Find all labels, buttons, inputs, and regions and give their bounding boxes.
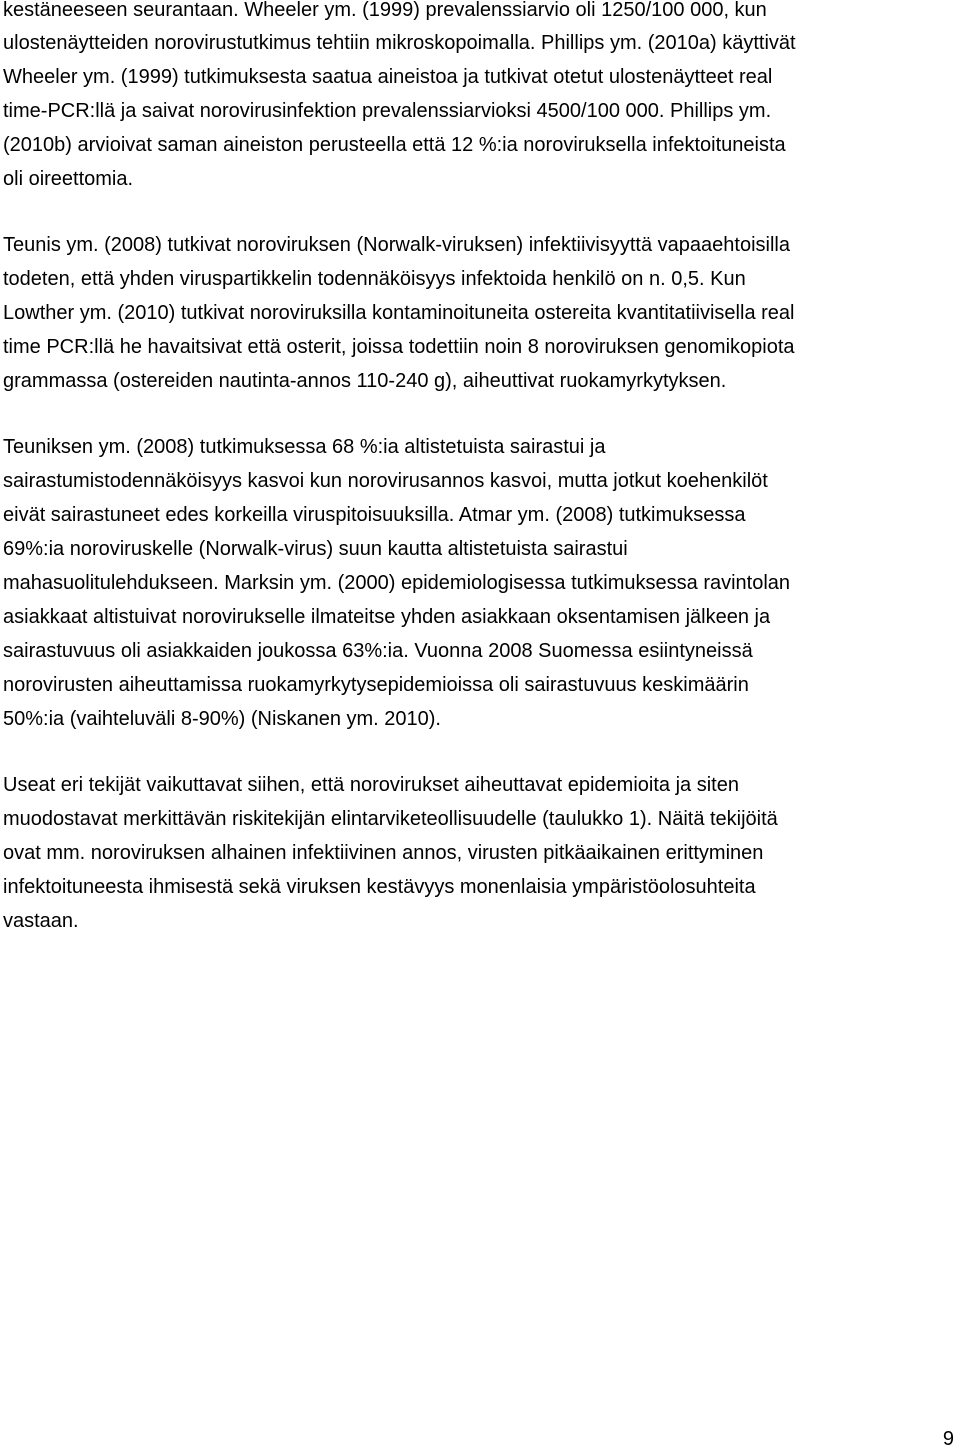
text-line: todeten, että yhden viruspartikkelin todennäköisyys infektoida henkilö on n. 0,5. Kun <box>3 268 746 290</box>
text-line: muodostavat merkittävän riskitekijän elintarviketeollisuudelle (taulukko 1). Näitä tekijöitä <box>3 808 778 830</box>
text-line: norovirusten aiheuttamissa ruokamyrkytysepidemioissa oli sairastuvuus keskimäärin <box>3 674 749 696</box>
text-line: time PCR:llä he havaitsivat että osterit, joissa todettiin noin 8 noroviruksen genomikopiota <box>3 336 795 358</box>
paragraph-3 <box>3 430 953 736</box>
text-line: grammassa (ostereiden nautinta-annos 110-240 g), aiheuttivat ruokamyrkytyksen. <box>3 370 727 392</box>
text-line: sairastuvuus oli asiakkaiden joukossa 63%:ia. Vuonna 2008 Suomessa esiintyneissä <box>3 640 753 662</box>
text-line: vastaan. <box>3 910 79 932</box>
text-line: eivät sairastuneet edes korkeilla viruspitoisuuksilla. Atmar ym. (2008) tutkimuksessa <box>3 504 746 526</box>
page-number: 9 <box>942 1428 954 1450</box>
paragraph-4 <box>3 768 953 938</box>
paragraph-spacer <box>3 736 953 768</box>
text-line: asiakkaat altistuivat norovirukselle ilmateitse yhden asiakkaan oksentamisen jälkeen ja <box>3 606 771 628</box>
text-line: 50%:ia (vaihteluväli 8-90%) (Niskanen ym. 2010). <box>3 708 441 730</box>
text-line: (2010b) arvioivat saman aineiston perusteella että 12 %:ia noroviruksella infektoituneista <box>3 134 786 156</box>
paragraph-1 <box>3 0 953 196</box>
paragraph-2 <box>3 228 953 398</box>
text-line: 69%:ia noroviruskelle (Norwalk-virus) suun kautta altistetuista sairastui <box>3 538 628 560</box>
text-line: oli oireettomia. <box>3 168 134 190</box>
paragraph-spacer <box>3 398 953 430</box>
text-line: Teuniksen ym. (2008) tutkimuksessa 68 %:ia altistetuista sairastui ja <box>3 436 606 458</box>
text-line: Lowther ym. (2010) tutkivat noroviruksilla kontaminoituneita ostereita kvantitatiivisella real <box>3 302 795 324</box>
text-line: sairastumistodennäköisyys kasvoi kun norovirusannos kasvoi, mutta jotkut koehenkilöt <box>3 470 768 492</box>
text-line: Useat eri tekijät vaikuttavat siihen, että norovirukset aiheuttavat epidemioita ja siten <box>3 774 739 796</box>
text-line: Wheeler ym. (1999) tutkimuksesta saatua aineistoa ja tutkivat otetut ulostenäytteet real <box>3 66 773 88</box>
text-line: mahasuolitulehdukseen. Marksin ym. (2000) epidemiologisessa tutkimuksessa ravintolan <box>3 572 791 594</box>
text-line: time-PCR:llä ja saivat norovirusinfektion prevalenssiarvioksi 4500/100 000. Phillips ym. <box>3 100 772 122</box>
paragraph-spacer <box>3 196 953 228</box>
document-body <box>3 0 953 938</box>
text-line: infektoituneesta ihmisestä sekä viruksen kestävyys monenlaisia ympäristöolosuhteita <box>3 876 756 898</box>
text-line: kestäneeseen seurantaan. Wheeler ym. (1999) prevalenssiarvio oli 1250/100 000, kun <box>3 0 767 21</box>
text-line: Teunis ym. (2008) tutkivat noroviruksen (Norwalk-viruksen) infektiivisyyttä vapaaehtoisilla <box>3 234 790 256</box>
text-line: ulostenäytteiden norovirustutkimus tehtiin mikroskopoimalla. Phillips ym. (2010a) käyttivät <box>3 32 796 54</box>
text-line: ovat mm. noroviruksen alhainen infektiivinen annos, virusten pitkäaikainen erittyminen <box>3 842 764 864</box>
